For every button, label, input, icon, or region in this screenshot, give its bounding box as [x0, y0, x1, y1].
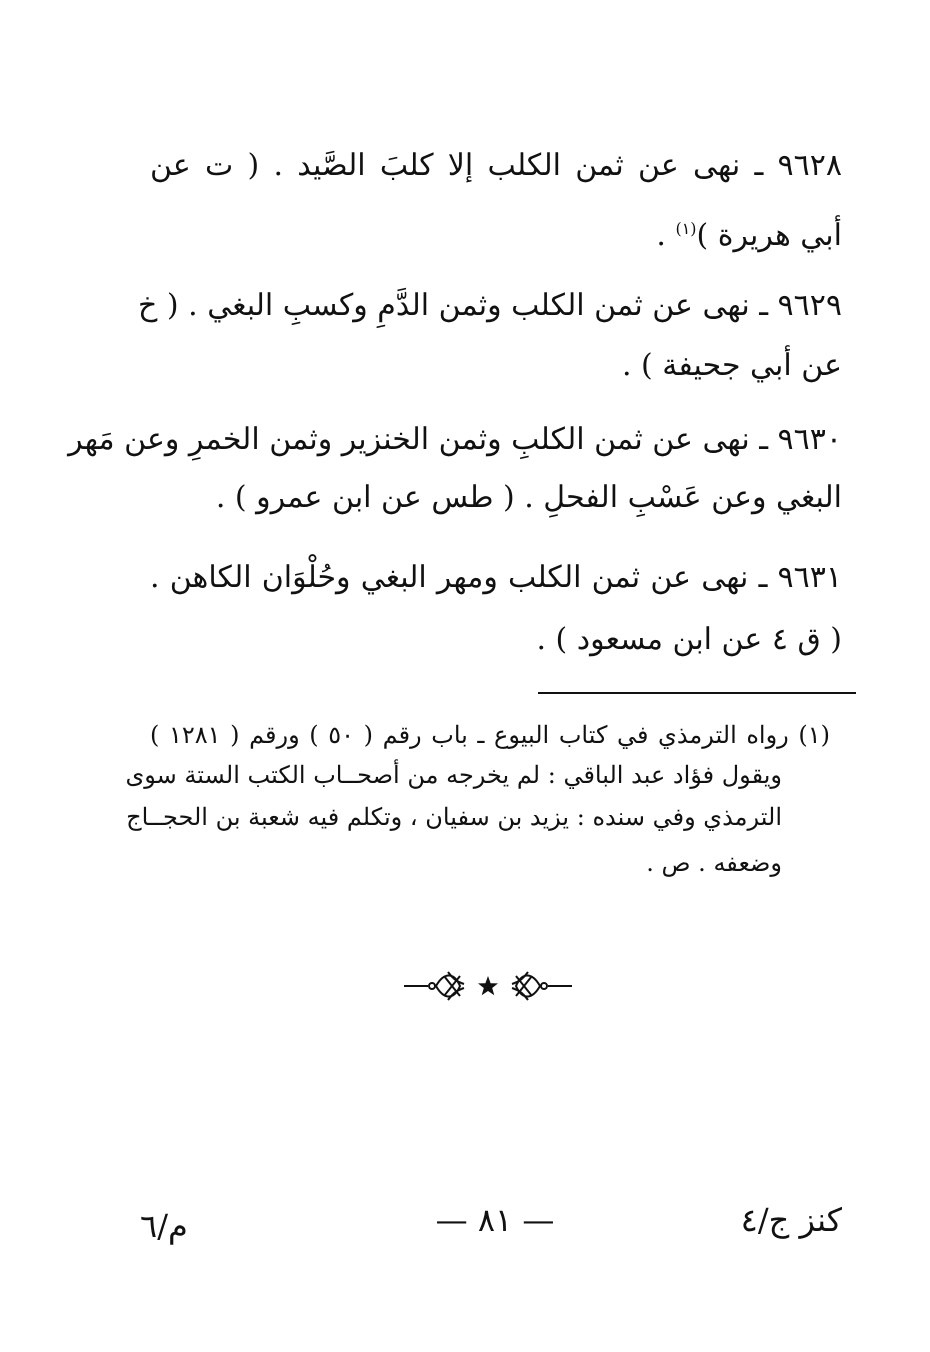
hadith-9628-line-1: ٩٦٢٨ ـ نهى عن ثمن الكلب إلا كلبَ الصَّيد . ( ت عن	[150, 148, 842, 183]
footnote-reference: (١)	[675, 219, 697, 238]
hadith-9631-line-1: ٩٦٣١ ـ نهى عن ثمن الكلب ومهر البغي وحُلْوَان الكاهن .	[150, 560, 842, 595]
footer-signature-mark: م/٦	[140, 1207, 188, 1245]
hadith-9628-line-2-text: أبي هريرة )	[696, 218, 842, 253]
footnote-line-1: (١) رواه الترمذي في كتاب البيوع ـ باب رقم ( ٥٠ ) ورقم ( ١٢٨١ )	[150, 721, 830, 749]
footnote-line-3: الترمذي وفي سنده : يزيد بن سفيان ، وتكلم فيه شعبة بن الحجــاج	[126, 803, 782, 831]
hadith-9628-line-2	[656, 216, 842, 256]
footnote-line-4: وضعفه . ص .	[646, 849, 782, 877]
footnote-line-2: ويقول فؤاد عبد الباقي : لم يخرجه من أصحــاب الكتب الستة سوى	[125, 761, 782, 789]
fleuron-star-ornament-icon	[398, 962, 578, 1010]
hadith-9630-line-1: ٩٦٣٠ ـ نهى عن ثمن الكلبِ وثمن الخنزير وثمن الخمرِ وعن مَهر	[68, 422, 842, 457]
hadith-9629-line-2: عن أبي جحيفة ) .	[621, 348, 842, 383]
hadith-9629-line-1: ٩٦٢٩ ـ نهى عن ثمن الكلب وثمن الدَّمِ وكسبِ البغي . ( خ	[138, 288, 842, 323]
hadith-9630-line-2: البغي وعن عَسْبِ الفحلِ . ( طس عن ابن عمرو ) .	[215, 480, 842, 515]
page-number: — ٨١ —	[435, 1201, 555, 1239]
footnote-separator	[538, 692, 856, 694]
hadith-9628-line-2-tail: .	[656, 218, 676, 253]
footer-part-volume: كنز ج/٤	[740, 1201, 842, 1239]
hadith-9631-line-2: ( ق ٤ عن ابن مسعود ) .	[536, 622, 842, 657]
